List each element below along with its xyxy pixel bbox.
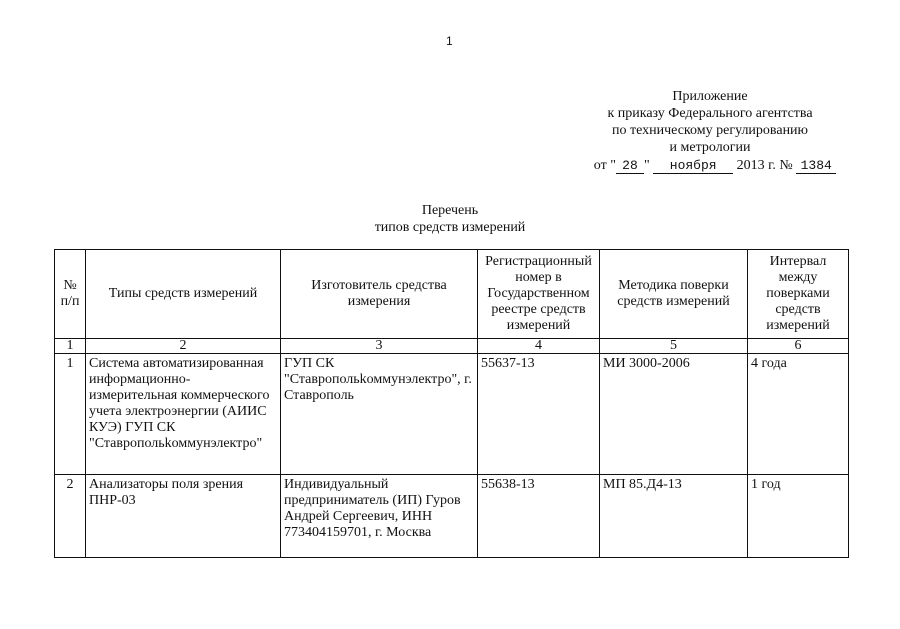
row-manufacturer: Индивидуальный предприниматель (ИП) Гуров Андрей Сергеевич, ИНН 773404159701, г. Москва [281, 475, 478, 558]
row-method: МИ 3000-2006 [600, 354, 748, 475]
document-title [300, 202, 600, 236]
row-num: 2 [55, 475, 86, 558]
table-header-row [55, 250, 849, 339]
appendix-line: Приложение [672, 89, 748, 104]
header-method: Методика поверки средств измерений [600, 250, 748, 339]
title-line-1: Перечень [421, 203, 479, 218]
table-row [55, 354, 849, 475]
column-number: 5 [600, 339, 748, 354]
row-type: Система автоматизированная информационно-измерительная коммерческого учета электроэнергии (АИИС КУЭ) ГУП СК "Ставропольkоммунэлектро" [86, 354, 281, 475]
column-number: 6 [748, 339, 849, 354]
row-method: МП 85.Д4-13 [600, 475, 748, 558]
order-line [540, 157, 880, 174]
header-type: Типы средств измерений [86, 250, 281, 339]
column-number: 3 [281, 339, 478, 354]
row-interval: 4 года [748, 354, 849, 475]
appendix-line: к приказу Федерального агентства [607, 106, 813, 121]
row-type: Анализаторы поля зрения ПНР-03 [86, 475, 281, 558]
order-prefix: от " [593, 158, 616, 173]
registry-table [54, 249, 849, 558]
appendix-line: по техническому регулированию [611, 123, 809, 138]
order-mid-quote: " [643, 158, 650, 173]
column-number-row [55, 339, 849, 354]
appendix-block [540, 88, 880, 174]
order-year-text: 2013 г. № [736, 158, 793, 173]
order-number: 1384 [796, 159, 836, 174]
column-number: 4 [478, 339, 600, 354]
header-reg-number: Регистрационный номер в Государственном реестре средств измерений [478, 250, 600, 339]
order-month: ноября [653, 159, 733, 174]
page-number: 1 [446, 34, 453, 48]
header-num: № п/п [55, 250, 86, 339]
column-number: 2 [86, 339, 281, 354]
row-num: 1 [55, 354, 86, 475]
order-day: 28 [616, 159, 644, 174]
header-interval: Интервал между поверками средств измерений [748, 250, 849, 339]
header-manufacturer: Изготовитель средства измерения [281, 250, 478, 339]
row-manufacturer: ГУП СК "Ставропольkоммунэлектро", г. Ставрополь [281, 354, 478, 475]
row-reg-number: 55638-13 [478, 475, 600, 558]
column-number: 1 [55, 339, 86, 354]
appendix-line: и метрологии [669, 140, 751, 155]
table-row [55, 475, 849, 558]
row-interval: 1 год [748, 475, 849, 558]
row-reg-number: 55637-13 [478, 354, 600, 475]
title-line-2: типов средств измерений [374, 220, 526, 235]
